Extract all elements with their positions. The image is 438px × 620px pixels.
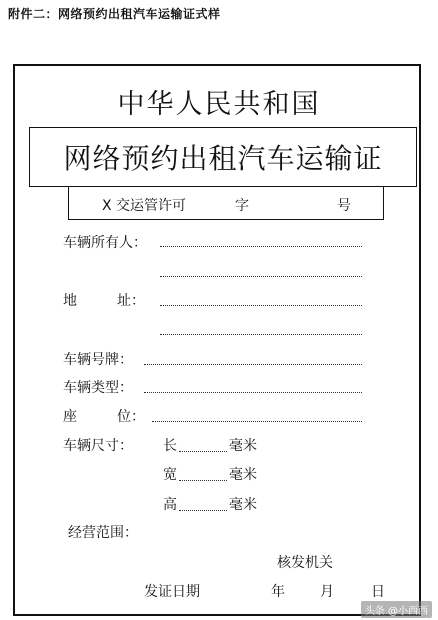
width-unit: 毫米 xyxy=(229,467,257,483)
permit-number-box xyxy=(68,187,384,220)
country-name: 中华人民共和国 xyxy=(117,89,321,120)
address-label-second: 址： xyxy=(117,293,145,309)
issue-month-label: 月 xyxy=(320,584,334,600)
permit-zi: 字 xyxy=(235,198,249,214)
scope-label: 经营范围： xyxy=(68,525,138,541)
address-line-1 xyxy=(160,305,362,306)
permit-prefix: X 交运管许可 xyxy=(102,198,187,214)
plate-line xyxy=(144,364,362,365)
plate-label: 车辆号牌： xyxy=(63,352,133,368)
issuing-authority-label: 核发机关 xyxy=(277,555,333,571)
source-watermark: 头条 @小西西 xyxy=(361,601,432,618)
attachment-heading: 附件二：网络预约出租汽车运输证式样 xyxy=(8,7,221,21)
address-line-2 xyxy=(160,334,362,335)
height-label: 高 xyxy=(163,497,177,513)
issue-day-label: 日 xyxy=(371,584,385,600)
size-label: 车辆尺寸： xyxy=(63,438,133,454)
width-label: 宽 xyxy=(163,467,177,483)
length-unit: 毫米 xyxy=(229,438,257,454)
height-line xyxy=(179,510,227,511)
height-unit: 毫米 xyxy=(229,497,257,513)
seats-line xyxy=(152,421,362,422)
address-label-first: 地 xyxy=(63,293,77,309)
permit-hao: 号 xyxy=(337,198,351,214)
owner-label: 车辆所有人： xyxy=(63,235,147,251)
seats-label-second: 位： xyxy=(117,409,145,425)
length-label: 长 xyxy=(163,438,177,454)
width-line xyxy=(179,480,227,481)
certificate-title: 网络预约出租汽车运输证 xyxy=(29,127,417,187)
type-label: 车辆类型： xyxy=(63,380,133,396)
type-line xyxy=(144,392,362,393)
owner-line-2 xyxy=(160,276,362,277)
seats-label-first: 座 xyxy=(63,409,77,425)
issue-year-label: 年 xyxy=(271,584,285,600)
length-line xyxy=(179,451,227,452)
issue-date-label: 发证日期 xyxy=(144,584,200,600)
owner-line-1 xyxy=(160,246,362,247)
